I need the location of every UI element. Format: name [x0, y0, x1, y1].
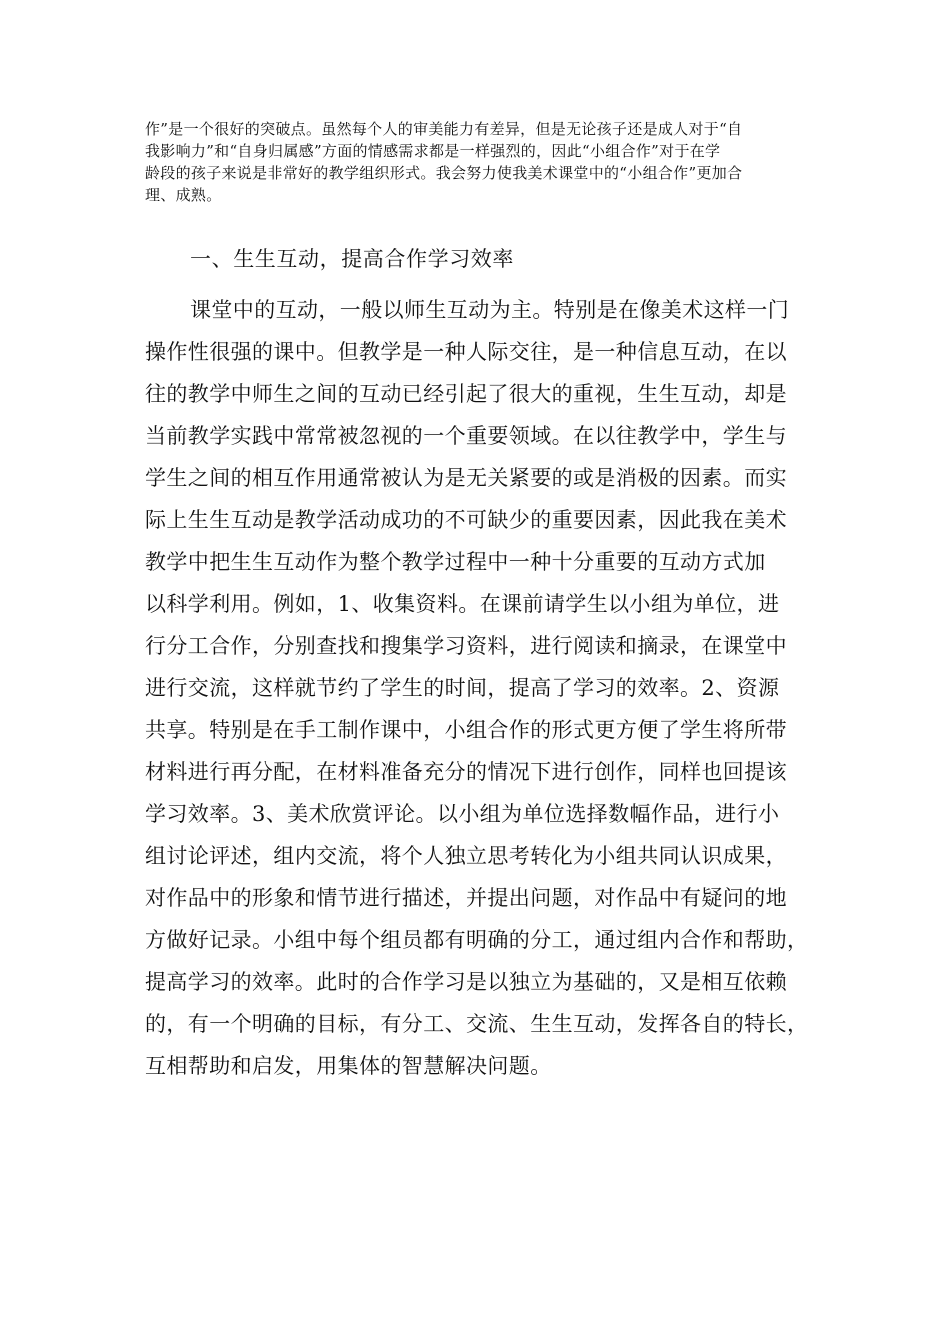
body-paragraph: [145, 289, 810, 1087]
body-line: 行分工合作，分别查找和搜集学习资料，进行阅读和摘录，在课堂中: [145, 634, 787, 658]
body-line: 方做好记录。小组中每个组员都有明确的分工，通过组内合作和帮助，: [145, 928, 809, 952]
body-line: 当前教学实践中常常被忽视的一个重要领域。在以往教学中，学生与: [145, 424, 787, 448]
intro-line: 龄段的孩子来说是非常好的教学组织形式。我会努力使我美术课堂中的“小组合作”更加合: [145, 164, 743, 182]
intro-line: 作”是一个很好的突破点。虽然每个人的审美能力有差异，但是无论孩子还是成人对于“自: [145, 120, 743, 138]
body-line: 互相帮助和启发，用集体的智慧解决问题。: [145, 1054, 552, 1078]
body-line: 课堂中的互动，一般以师生互动为主。特别是在像美术这样一门: [190, 298, 790, 322]
body-line: 进行交流，这样就节约了学生的时间，提高了学习的效率。2、资源: [145, 676, 780, 700]
body-line: 材料进行再分配，在材料准备充分的情况下进行创作，同样也回提该: [145, 760, 787, 784]
body-line: 对作品中的形象和情节进行描述，并提出问题，对作品中有疑问的地: [145, 886, 787, 910]
intro-line: 理、成熟。: [145, 186, 222, 204]
body-line: 组讨论评述，组内交流，将个人独立思考转化为小组共同认识成果，: [145, 844, 787, 868]
body-line: 际上生生互动是教学活动成功的不可缺少的重要因素，因此我在美术: [145, 508, 787, 532]
body-line: 学习效率。3、美术欣赏评论。以小组为单位选择数幅作品，进行小: [145, 802, 780, 826]
body-line: 操作性很强的课中。但教学是一种人际交往，是一种信息互动，在以: [145, 340, 787, 364]
body-line: 提高学习的效率。此时的合作学习是以独立为基础的，又是相互依赖: [145, 970, 787, 994]
body-line: 以科学利用。例如，1、收集资料。在课前请学生以小组为单位，进: [145, 592, 780, 616]
body-line: 往的教学中师生之间的互动已经引起了很大的重视，生生互动，却是: [145, 382, 787, 406]
body-line: 共享。特别是在手工制作课中，小组合作的形式更方便了学生将所带: [145, 718, 787, 742]
intro-paragraph: [145, 118, 805, 206]
section-heading: 一、生生互动，提高合作学习效率: [190, 247, 514, 271]
intro-line: 我影响力”和“自身归属感”方面的情感需求都是一样强烈的，因此“小组合作”对于在学: [145, 142, 721, 160]
body-line: 学生之间的相互作用通常被认为是无关紧要的或是消极的因素。而实: [145, 466, 787, 490]
body-line: 教学中把生生互动作为整个教学过程中一种十分重要的互动方式加: [145, 550, 766, 574]
body-line: 的，有一个明确的目标，有分工、交流、生生互动，发挥各自的特长，: [145, 1012, 809, 1036]
